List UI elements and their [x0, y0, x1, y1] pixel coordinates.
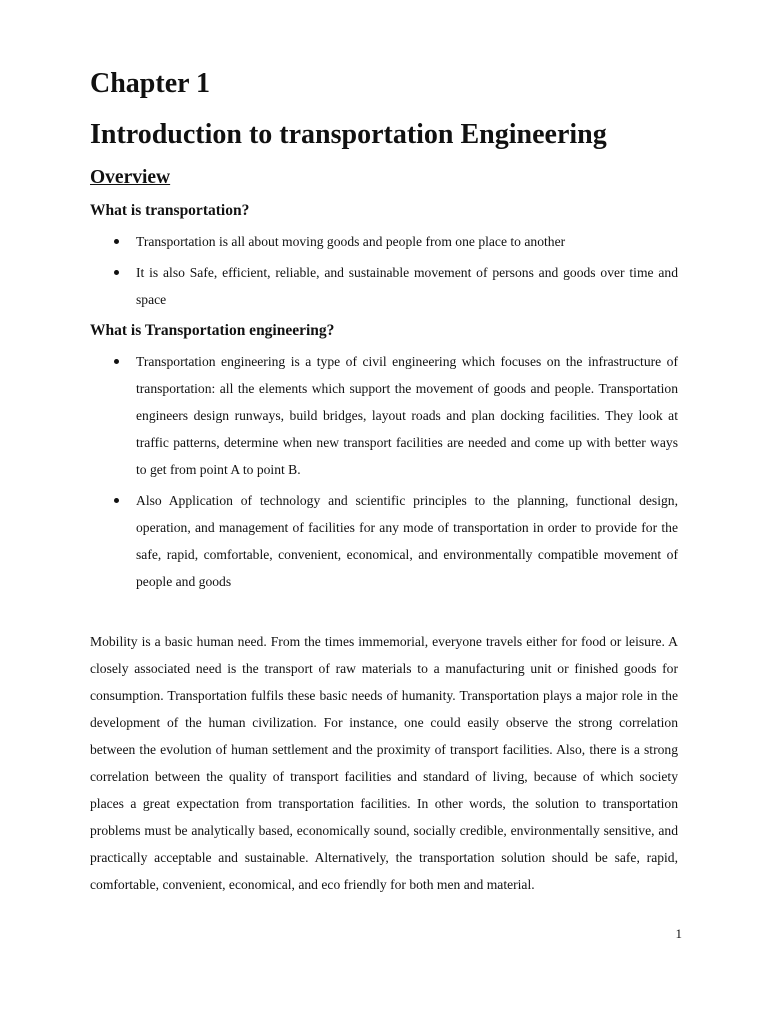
list-item: [90, 348, 678, 483]
page-number: 1: [675, 926, 682, 941]
page-content: [90, 62, 678, 898]
question-heading-engineering: What is Transportation engineering?: [90, 322, 335, 339]
list-item: [90, 487, 678, 595]
question-heading-transportation: What is transportation?: [90, 202, 250, 219]
bullet-icon: [114, 270, 119, 275]
bullet-icon: [114, 359, 119, 364]
bullet-icon: [114, 239, 119, 244]
list-item-text: Transportation engineering is a type of civil engineering which focuses on the infrastructure of transportation: all the elements which support the movement of goods and people. Transportation engineers design runways, build bridges, layout roads and plan docking facilities. They look at traffic patterns, determine when new transport facilities are needed and come up with better ways to get from point A to point B.: [136, 354, 678, 477]
chapter-title: Introduction to transportation Engineering: [90, 119, 607, 150]
bullet-list-engineering: [90, 348, 678, 595]
list-item-text: It is also Safe, efficient, reliable, and sustainable movement of persons and goods over time and space: [136, 265, 678, 307]
list-item-text: Transportation is all about moving goods and people from one place to another: [136, 234, 566, 249]
bullet-list-transportation: [90, 228, 678, 313]
section-title: Overview: [90, 167, 171, 188]
list-item: [90, 228, 678, 255]
list-item-text: Also Application of technology and scientific principles to the planning, functional design, operation, and management of facilities for any mode of transportation in order to provide for the safe, rapid, comfortable, convenient, economical, and environmentally compatible movement of people and goods: [136, 493, 678, 589]
chapter-label: Chapter 1: [90, 68, 211, 99]
list-item: [90, 259, 678, 313]
body-paragraph: Mobility is a basic human need. From the times immemorial, everyone travels either for food or leisure. A closely associated need is the transport of raw materials to a manufacturing unit or finished goods for consumption. Transportation fulfils these basic needs of humanity. Transportation plays a major role in the development of the human civilization. For instance, one could easily observe the strong correlation between the evolution of human settlement and the proximity of transport facilities. Also, there is a strong correlation between the quality of transport facilities and standard of living, because of which society places a great expectation from transportation facilities. In other words, the solution to transportation problems must be analytically based, economically sound, socially credible, environmentally sensitive, and practically acceptable and sustainable. Alternatively, the transportation solution should be safe, rapid, comfortable, convenient, economical, and eco friendly for both men and material.: [90, 634, 678, 892]
bullet-icon: [114, 498, 119, 503]
